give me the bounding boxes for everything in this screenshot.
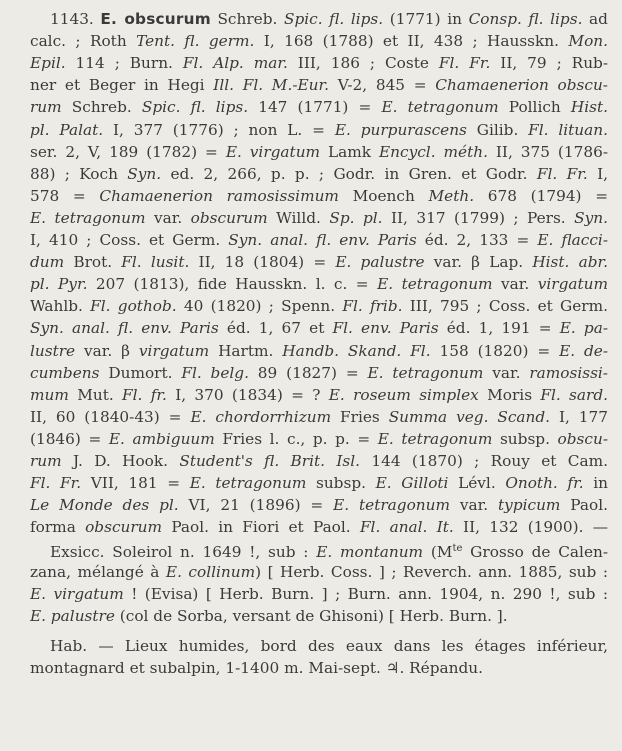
text-line: Fl. Fr. VII, 181 = E. tetragonum subsp. E. Gilloti Lévl. Onoth. fr. in bbox=[30, 474, 608, 493]
text-line: rum J. D. Hook. Student's fl. Brit. Isl. 144 (1870) ; Rouy et Cam. bbox=[30, 452, 608, 470]
text-line: mum Mut. Fl. fr. I, 370 (1834) = ? E. roseum simplex Moris Fl. sard. bbox=[30, 385, 608, 404]
text-line: 88) ; Koch Syn. ed. 2, 266, p. p. ; Godr. in Gren. et Godr. Fl. Fr. I, bbox=[30, 164, 608, 183]
text-line: Epil. 114 ; Burn. Fl. Alp. mar. III, 186 ; Coste Fl. Fr. II, 79 ; Rub- bbox=[30, 54, 608, 73]
exsiccata-line: E. palustre (col de Sorba, versant de Ghisoni) [ Herb. Burn. ]. bbox=[30, 606, 508, 625]
text-line: Wahlb. Fl. gothob. 40 (1820) ; Spenn. Fl. frib. III, 795 ; Coss. et Germ. bbox=[30, 297, 608, 316]
text-line: pl. Palat. I, 377 (1776) ; non L. = E. purpurascens Gilib. Fl. lituan. bbox=[30, 120, 608, 139]
text-line: II, 60 (1840-43) = E. chordorrhizum Fries Summa veg. Scand. I, 177 bbox=[30, 407, 608, 426]
entry-number: 1143. bbox=[50, 10, 94, 28]
text-line: 578 = Chamaenerion ramosissimum Moench Meth. 678 (1794) = bbox=[30, 186, 608, 205]
text-line: pl. Pyr. 207 (1813), fide Hausskn. l. c. = E. tetragonum var. virgatum bbox=[30, 275, 608, 294]
habitat-line: Hab. — Lieux humides, bord des eaux dans les étages inférieur, bbox=[50, 636, 608, 655]
text-line: lustre var. β virgatum Hartm. Handb. Skand. Fl. 158 (1820) = E. de- bbox=[30, 341, 608, 360]
text-line: cumbens Dumort. Fl. belg. 89 (1827) = E. tetragonum var. ramosissi- bbox=[30, 363, 608, 382]
species-name: E. obscurum bbox=[100, 10, 211, 28]
text-line: rum Schreb. Spic. fl. lips. 147 (1771) = E. tetragonum Pollich Hist. bbox=[30, 98, 608, 117]
text-line: ner et Beger in Hegi Ill. Fl. M.-Eur. V-2, 845 = Chamaenerion obscu- bbox=[30, 76, 608, 95]
text-line: I, 410 ; Coss. et Germ. Syn. anal. fl. env. Paris éd. 2, 133 = E. flacci- bbox=[30, 231, 608, 249]
text-line: Syn. anal. fl. env. Paris éd. 1, 67 et Fl. env. Paris éd. 1, 191 = E. pa- bbox=[30, 319, 608, 338]
text-line: ser. 2, V, 189 (1782) = E. virgatum Lamk Encycl. méth. II, 375 (1786- bbox=[30, 142, 608, 161]
text-line: E. tetragonum var. obscurum Willd. Sp. pl. II, 317 (1799) ; Pers. Syn. bbox=[30, 208, 608, 227]
exsiccata-line: zana, mélangé à E. collinum) [ Herb. Coss. ] ; Reverch. ann. 1885, sub : bbox=[30, 562, 608, 581]
exsiccata-line: Exsicc. Soleirol n. 1649 !, sub : E. montanum ($M^{te}$ Grosso de Calen- bbox=[50, 543, 608, 561]
exsiccata-line: E. virgatum ! (Evisa) [ Herb. Burn. ] ; Burn. ann. 1904, n. 290 !, sub : bbox=[30, 584, 608, 603]
habitat-line: montagnard et subalpin, 1-1400 m. Mai-sept. ♃. Répandu. bbox=[30, 658, 484, 677]
text-line: dum Brot. Fl. lusit. II, 18 (1804) = E. palustre var. β Lap. Hist. abr. bbox=[30, 253, 608, 272]
text-line: Schreb. Spic. fl. lips. (1771) in Consp. fl. lips. ad bbox=[217, 10, 608, 28]
entry-heading-line bbox=[50, 8, 608, 30]
text-line: forma obscurum Paol. in Fiori et Paol. Fl. anal. It. II, 132 (1900). — bbox=[30, 518, 608, 537]
text-line: (1846) = E. ambiguum Fries l. c., p. p. = E. tetragonum subsp. obscu- bbox=[30, 429, 608, 448]
text-line: Le Monde des pl. VI, 21 (1896) = E. tetragonum var. typicum Paol. bbox=[30, 496, 608, 515]
text-line: calc. ; Roth Tent. fl. germ. I, 168 (1788) et II, 438 ; Hausskn. Mon. bbox=[30, 32, 608, 51]
